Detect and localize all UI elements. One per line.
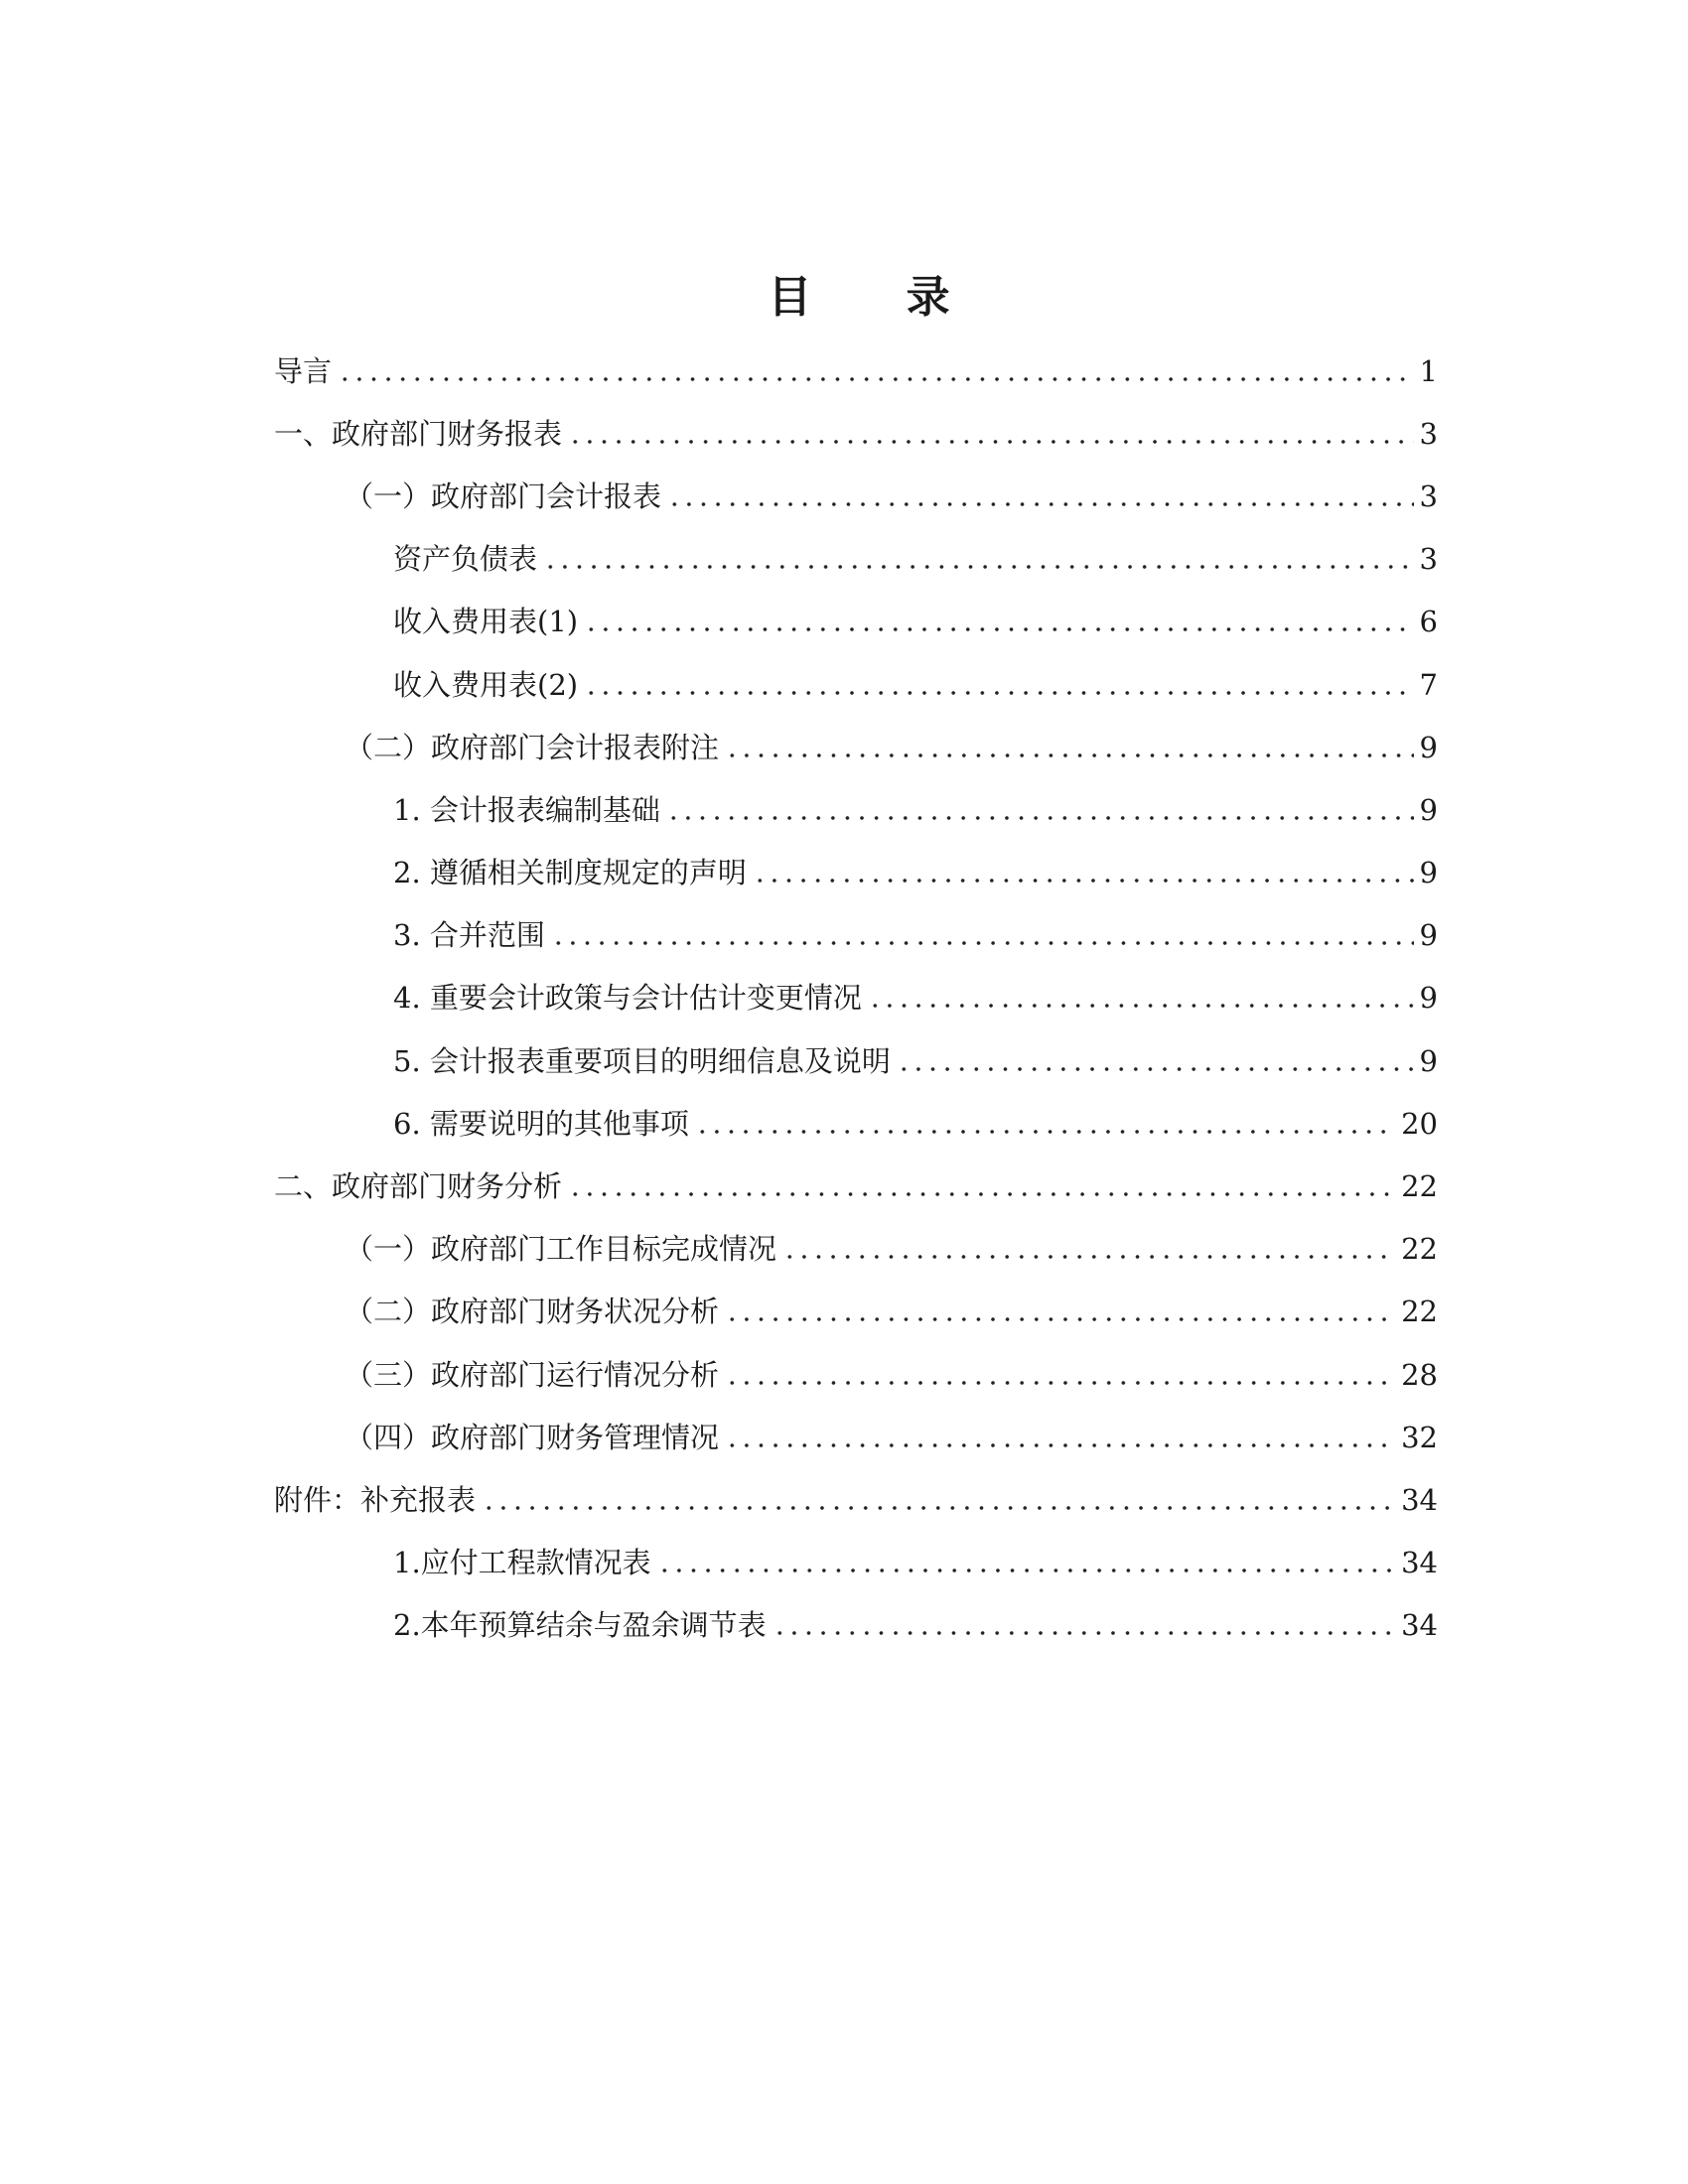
toc-entry-note-5[interactable] — [393, 1029, 1438, 1092]
dot-leader — [568, 414, 1414, 454]
dot-leader — [868, 978, 1414, 1018]
dot-leader — [551, 915, 1414, 955]
dot-leader — [584, 665, 1413, 705]
toc-entry-note-2[interactable] — [393, 842, 1438, 904]
dot-leader — [666, 790, 1414, 830]
toc-entry-label: （一）政府部门会计报表 — [345, 478, 662, 513]
dot-leader — [543, 539, 1414, 579]
toc-entry-label: （一）政府部门工作目标完成情况 — [345, 1232, 777, 1267]
toc-entry-page-number: 22 — [1401, 1232, 1438, 1267]
page-title: 目 录 — [768, 272, 990, 323]
toc-entry-label: 二、政府部门财务分析 — [274, 1169, 563, 1204]
toc-entry-section-2[interactable] — [274, 1155, 1438, 1217]
dot-leader — [725, 728, 1414, 767]
toc-entry-page-number: 20 — [1401, 1106, 1438, 1141]
dot-leader — [725, 1355, 1395, 1395]
toc-entry-page-number: 34 — [1401, 1546, 1438, 1580]
toc-entry-note-3[interactable] — [393, 904, 1438, 967]
dot-leader — [782, 1229, 1395, 1269]
toc-entry-label: 附件：补充报表 — [274, 1482, 477, 1517]
toc-entry-label: 收入费用表(1) — [393, 605, 579, 639]
toc-entry-appendix[interactable] — [274, 1468, 1438, 1531]
toc-entry-page-number: 9 — [1419, 856, 1438, 890]
dot-leader — [568, 1166, 1395, 1206]
toc-entry-page-number: 9 — [1419, 1043, 1438, 1078]
toc-entry-page-number: 9 — [1419, 730, 1438, 764]
toc-entry-page-number: 34 — [1401, 1608, 1438, 1643]
toc-entry-section-2-1[interactable] — [345, 1218, 1438, 1281]
toc-entry-appendix-1[interactable] — [393, 1532, 1438, 1594]
toc-entry-intro[interactable] — [274, 340, 1438, 402]
dot-leader — [725, 1418, 1395, 1457]
toc-entry-section-1-2[interactable] — [345, 716, 1438, 778]
dot-leader — [695, 1104, 1395, 1144]
toc-entry-page-number: 22 — [1401, 1295, 1438, 1329]
dot-leader — [657, 1543, 1395, 1582]
dot-leader — [773, 1605, 1395, 1645]
toc-entry-label: 5. 会计报表重要项目的明细信息及说明 — [393, 1043, 891, 1078]
toc-entry-label: 2.本年预算结余与盈余调节表 — [393, 1608, 767, 1643]
toc-entry-section-2-2[interactable] — [345, 1281, 1438, 1343]
toc-entry-page-number: 1 — [1419, 353, 1438, 388]
toc-entry-note-6[interactable] — [393, 1092, 1438, 1155]
toc-entry-page-number: 7 — [1419, 667, 1438, 702]
toc-entry-page-number: 3 — [1419, 542, 1438, 577]
dot-leader — [897, 1041, 1414, 1081]
toc-entry-appendix-2[interactable] — [393, 1594, 1438, 1657]
table-of-contents — [0, 340, 1688, 1657]
toc-entry-label: 1.应付工程款情况表 — [393, 1546, 651, 1580]
toc-entry-page-number: 34 — [1401, 1482, 1438, 1517]
dot-leader — [584, 602, 1413, 641]
toc-entry-page-number: 28 — [1401, 1357, 1438, 1392]
toc-entry-label: 导言 — [274, 353, 333, 388]
toc-entry-page-number: 32 — [1401, 1420, 1438, 1454]
toc-entry-label: 一、政府部门财务报表 — [274, 416, 563, 451]
toc-entry-label: （四）政府部门财务管理情况 — [345, 1420, 720, 1454]
toc-entry-page-number: 9 — [1419, 918, 1438, 953]
toc-entry-label: 资产负债表 — [393, 542, 538, 577]
toc-entry-label: （二）政府部门财务状况分析 — [345, 1295, 720, 1329]
toc-entry-page-number: 6 — [1419, 605, 1438, 639]
toc-entry-note-4[interactable] — [393, 967, 1438, 1029]
toc-entry-label: 3. 合并范围 — [393, 918, 545, 953]
toc-entry-label: （二）政府部门会计报表附注 — [345, 730, 720, 764]
toc-entry-page-number: 22 — [1401, 1169, 1438, 1204]
toc-entry-section-2-4[interactable] — [345, 1406, 1438, 1468]
toc-entry-label: 6. 需要说明的其他事项 — [393, 1106, 689, 1141]
dot-leader — [667, 477, 1414, 516]
toc-entry-label: （三）政府部门运行情况分析 — [345, 1357, 720, 1392]
toc-entry-page-number: 9 — [1419, 981, 1438, 1016]
toc-entry-label: 1. 会计报表编制基础 — [393, 792, 660, 827]
toc-entry-section-1-1[interactable] — [345, 465, 1438, 527]
toc-entry-label: 2. 遵循相关制度规定的声明 — [393, 856, 747, 890]
toc-entry-label: 收入费用表(2) — [393, 667, 579, 702]
toc-entry-balance-sheet[interactable] — [393, 528, 1438, 591]
toc-entry-page-number: 3 — [1419, 416, 1438, 451]
dot-leader — [753, 853, 1414, 892]
dot-leader — [725, 1292, 1395, 1331]
toc-entry-page-number: 3 — [1419, 478, 1438, 513]
dot-leader — [482, 1480, 1395, 1520]
toc-entry-note-1[interactable] — [393, 778, 1438, 841]
toc-entry-section-1[interactable] — [274, 402, 1438, 465]
toc-entry-section-2-3[interactable] — [345, 1343, 1438, 1406]
toc-entry-label: 4. 重要会计政策与会计估计变更情况 — [393, 981, 862, 1016]
dot-leader — [338, 351, 1414, 391]
toc-entry-page-number: 9 — [1419, 792, 1438, 827]
toc-entry-income-expense-2[interactable] — [393, 653, 1438, 716]
toc-entry-income-expense-1[interactable] — [393, 591, 1438, 653]
